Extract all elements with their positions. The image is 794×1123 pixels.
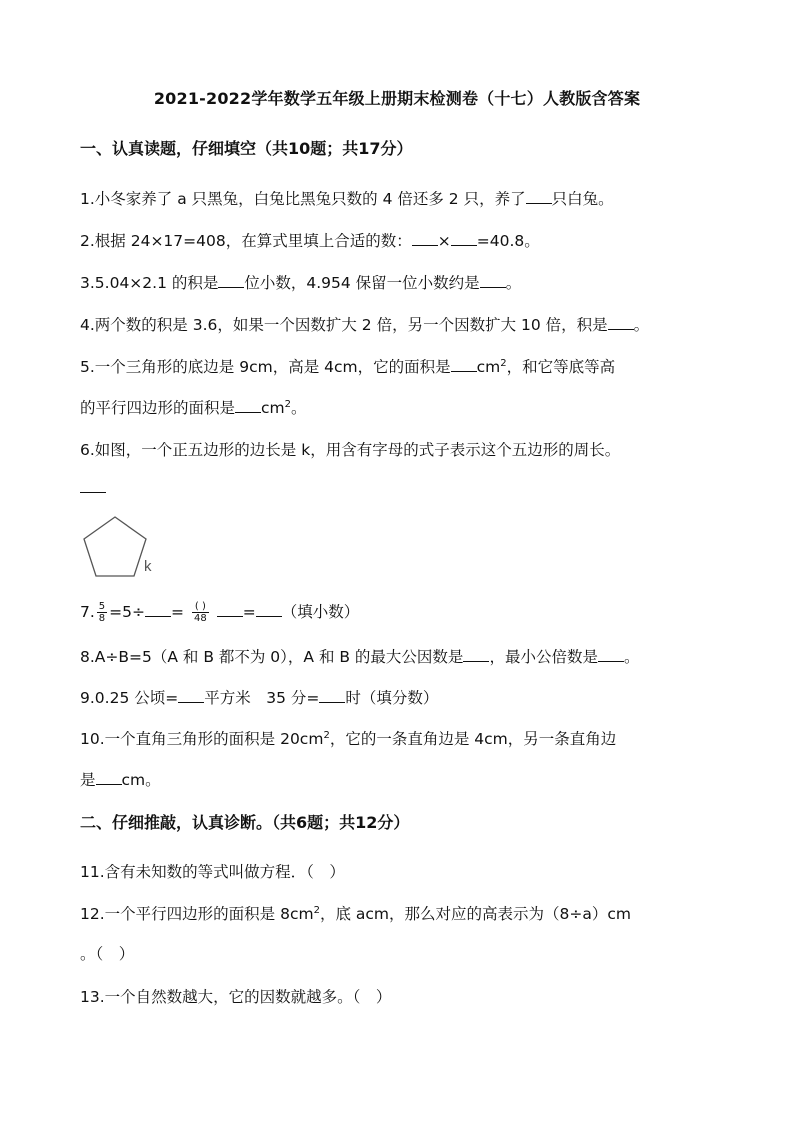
question-4 <box>80 313 649 335</box>
answer-blank[interactable] <box>96 770 122 785</box>
q10b-text-b: cm。 <box>121 771 161 789</box>
q8-text-b: ，最小公倍数是 <box>489 648 598 666</box>
q7-text-a: 7. <box>80 603 95 621</box>
question-12-cont: 。（ ） <box>80 945 135 963</box>
q5-text-c: ，和它等底等高 <box>506 358 616 376</box>
pentagon-figure <box>78 512 168 588</box>
question-11: 11.含有未知数的等式叫做方程．（ ） <box>80 863 345 881</box>
fraction-denominator: 8 <box>98 613 106 624</box>
question-6-answer-line <box>80 478 106 497</box>
q1-text-a: 1.小冬家养了 a 只黑兔，白兔比黑兔只数的 4 倍还多 2 只，养了 <box>80 190 526 208</box>
q12-unit-sup: 2 <box>313 904 320 916</box>
answer-blank[interactable] <box>463 647 489 662</box>
q5-unit-sup: 2 <box>500 357 507 369</box>
question-2 <box>80 229 540 251</box>
q5b-unit-sup: 2 <box>284 398 292 410</box>
answer-blank[interactable] <box>480 273 506 288</box>
fraction-numerator[interactable]: ( ) <box>192 601 209 613</box>
question-10 <box>80 727 616 749</box>
question-1 <box>80 187 614 209</box>
q9-text-c: 时（填分数） <box>345 689 439 707</box>
question-9 <box>80 686 438 708</box>
answer-blank[interactable] <box>80 478 106 493</box>
fraction-blank-48 <box>192 601 209 624</box>
answer-blank[interactable] <box>412 231 438 246</box>
q5-text-a: 5.一个三角形的底边是 9cm，高是 4cm，它的面积是 <box>80 358 451 376</box>
section-heading-fill-in: 一、认真读题，仔细填空（共10题；共17分） <box>80 139 413 158</box>
fraction-denominator: 48 <box>194 613 207 624</box>
q7-text-c: = <box>171 603 185 621</box>
pentagon-side-label: k <box>144 558 152 575</box>
q3-text-b: 位小数，4.954 保留一位小数约是 <box>244 274 480 292</box>
q3-text-a: 3.5.04×2.1 的积是 <box>80 274 219 292</box>
q5b-text-a: 的平行四边形的面积是 <box>80 399 236 417</box>
question-3 <box>80 271 521 293</box>
q10-text-b: ，它的一条直角边是 4cm，另一条直角边 <box>329 730 617 748</box>
question-13: 13.一个自然数越大，它的因数就越多。（ ） <box>80 988 392 1006</box>
question-8 <box>80 645 639 667</box>
question-10-cont <box>80 768 161 790</box>
q7-text-e: （填小数） <box>281 603 360 621</box>
answer-blank[interactable] <box>145 602 171 617</box>
question-6 <box>80 438 620 460</box>
q2-text-b: × <box>437 232 451 250</box>
answer-blank[interactable] <box>451 357 477 372</box>
question-7 <box>80 600 359 624</box>
answer-blank[interactable] <box>235 398 261 413</box>
answer-blank[interactable] <box>319 688 345 703</box>
q2-text-a: 2.根据 24×17=408，在算式里填上合适的数： <box>80 232 412 250</box>
q2-text-c: =40.8。 <box>476 232 540 250</box>
q5-unit: cm <box>476 358 501 376</box>
q12-text-b: ，底 acm，那么对应的高表示为（8÷a）cm <box>319 905 631 923</box>
q6-text-a: 6.如图，一个正五边形的边长是 k，用含有字母的式子表示这个五边形的周长。 <box>80 441 621 459</box>
q7-text-b: =5÷ <box>109 603 146 621</box>
fraction-5-8 <box>97 601 107 624</box>
pentagon-shape <box>84 517 146 576</box>
answer-blank[interactable] <box>217 602 243 617</box>
q4-text-b: 。 <box>633 316 650 334</box>
q9-text-a: 9.0.25 公顷= <box>80 689 179 707</box>
q10-unit-sup: 2 <box>323 729 330 741</box>
q8-text-c: 。 <box>623 648 640 666</box>
answer-blank[interactable] <box>598 647 624 662</box>
question-12 <box>80 902 631 924</box>
q4-text-a: 4.两个数的积是 3.6，如果一个因数扩大 2 倍，另一个因数扩大 10 倍，积是 <box>80 316 608 334</box>
answer-blank[interactable] <box>178 688 204 703</box>
q5b-text-c: 。 <box>291 399 307 417</box>
q9-text-b: 平方米 35 分= <box>204 689 320 707</box>
q10-text-a: 10.一个直角三角形的面积是 20cm <box>80 730 324 748</box>
q12-text-a: 12.一个平行四边形的面积是 8cm <box>80 905 314 923</box>
section-heading-true-false: 二、仔细推敲，认真诊断。（共6题；共12分） <box>80 813 410 832</box>
question-5 <box>80 355 615 377</box>
q8-text-a: 8.A÷B=5（A 和 B 都不为 0），A 和 B 的最大公因数是 <box>80 648 464 666</box>
answer-blank[interactable] <box>256 602 282 617</box>
q3-text-c: 。 <box>505 274 522 292</box>
page-title: 2021-2022学年数学五年级上册期末检测卷（十七）人教版含答案 <box>153 89 641 108</box>
question-5-cont <box>80 396 307 418</box>
answer-blank[interactable] <box>451 231 477 246</box>
answer-blank[interactable] <box>526 189 552 204</box>
q7-text-d: = <box>242 603 256 621</box>
q10b-text-a: 是 <box>80 771 96 789</box>
answer-blank[interactable] <box>608 315 634 330</box>
answer-blank[interactable] <box>218 273 244 288</box>
fraction-numerator: 5 <box>98 601 106 612</box>
q1-text-b: 只白兔。 <box>551 190 614 208</box>
q5b-unit: cm <box>261 399 285 417</box>
